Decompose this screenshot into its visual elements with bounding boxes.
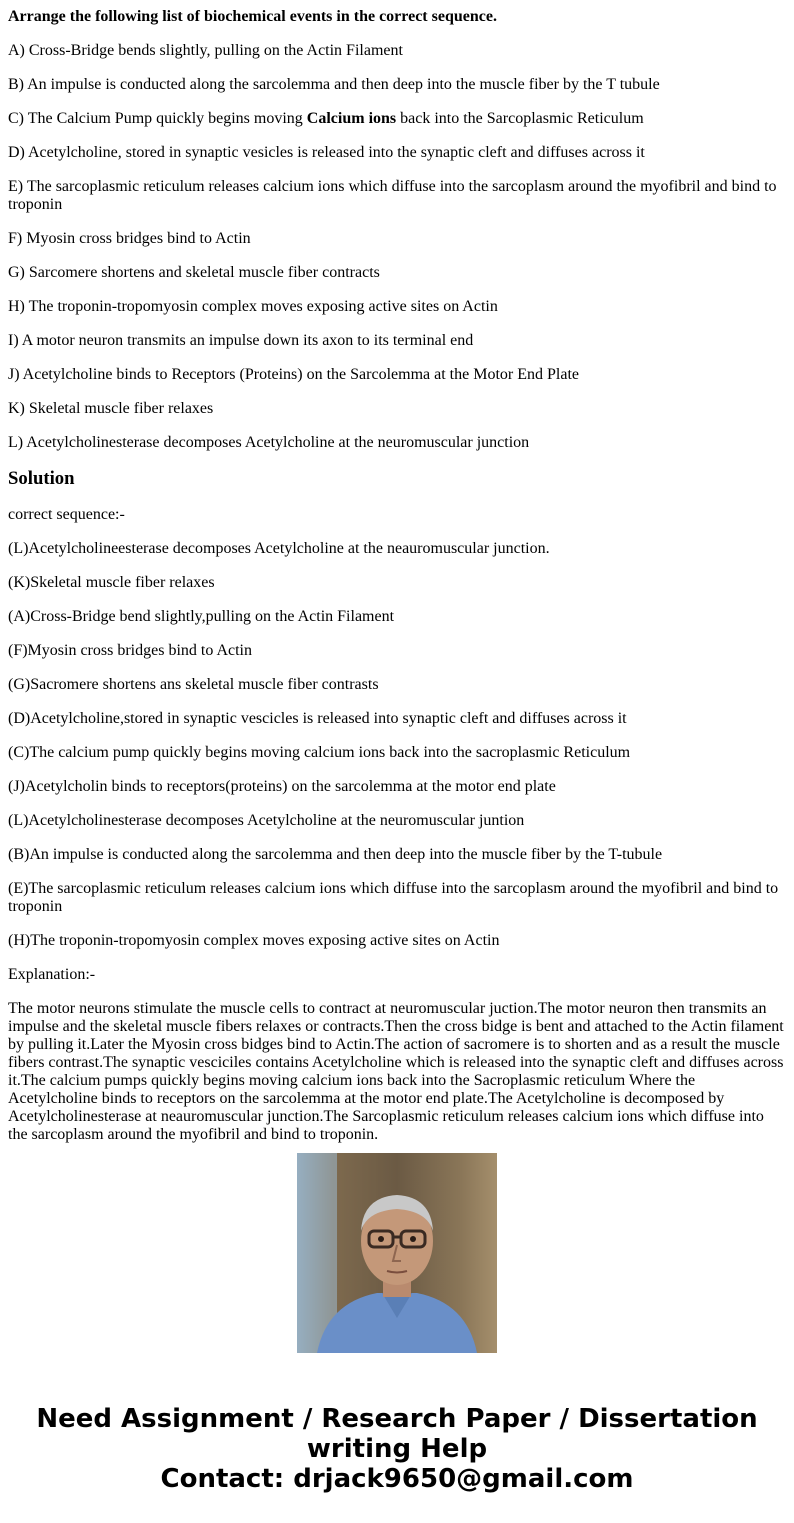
solution-step: (D)Acetylcholine,stored in synaptic vescicles is released into synaptic cleft and diffuses across it — [8, 710, 627, 727]
question-item-text: C) The Calcium Pump quickly begins moving — [8, 110, 307, 127]
solution-heading: Solution — [8, 468, 75, 489]
question-item-text: back into the Sarcoplasmic Reticulum — [396, 110, 644, 127]
question-item: I) A motor neuron transmits an impulse down its axon to its terminal end — [8, 332, 474, 349]
solution-step: (L)Acetylcholinesterase decomposes Acetylcholine at the neuromuscular juntion — [8, 812, 525, 829]
question-item — [8, 110, 786, 128]
promo-banner — [0, 1404, 794, 1494]
solution-step: (G)Sacromere shortens ans skeletal muscle fiber contrasts — [8, 676, 379, 693]
promo-line-2: writing Help — [306, 1434, 488, 1464]
question-item: K) Skeletal muscle fiber relaxes — [8, 400, 214, 417]
solution-list — [8, 540, 786, 950]
solution-step: (E)The sarcoplasmic reticulum releases calcium ions which diffuse into the sarcoplasm around the myofibril and bind to troponin — [8, 880, 779, 915]
question-item: B) An impulse is conducted along the sarcolemma and then deep into the muscle fiber by the T tubule — [8, 76, 660, 93]
solution-intro: correct sequence:- — [8, 506, 125, 523]
question-title: Arrange the following list of biochemical events in the correct sequence. — [8, 8, 497, 25]
promo-contact: Contact: drjack9650@gmail.com — [160, 1464, 634, 1494]
question-item: E) The sarcoplasmic reticulum releases calcium ions which diffuse into the sarcoplasm around the myofibril and bind to troponin — [8, 178, 777, 213]
document-body — [8, 0, 786, 1143]
solution-step: (K)Skeletal muscle fiber relaxes — [8, 574, 215, 591]
question-list — [8, 42, 786, 452]
promo-line-1: Need Assignment / Research Paper / Dissertation — [36, 1404, 758, 1434]
solution-step: (J)Acetylcholin binds to receptors(proteins) on the sarcolemma at the motor end plate — [8, 778, 556, 795]
solution-step: (F)Myosin cross bridges bind to Actin — [8, 642, 252, 659]
question-item: F) Myosin cross bridges bind to Actin — [8, 230, 251, 247]
explanation-label: Explanation:- — [8, 966, 96, 983]
solution-step: (B)An impulse is conducted along the sarcolemma and then deep into the muscle fiber by the T-tubule — [8, 846, 663, 863]
question-item: G) Sarcomere shortens and skeletal muscle fiber contracts — [8, 264, 380, 281]
question-item: A) Cross-Bridge bends slightly, pulling on the Actin Filament — [8, 42, 403, 59]
question-item: J) Acetylcholine binds to Receptors (Proteins) on the Sarcolemma at the Motor End Plate — [8, 366, 579, 383]
solution-step: (H)The troponin-tropomyosin complex moves exposing active sites on Actin — [8, 932, 500, 949]
author-avatar — [297, 1153, 497, 1353]
author-portrait-image — [297, 1153, 497, 1353]
explanation-text: The motor neurons stimulate the muscle cells to contract at neuromuscular juction.The motor neuron then transmits an impulse and the skeletal muscle fibers relaxes or contracts.Then the cross bidge is bent and attached to the Actin filament by pulling it.Later the Myosin cross bidges bind to Actin.The action of sacromere is to shorten and as a result the muscle fibers contrast.The synaptic vesciciles contains Acetylcholine which is released into the synaptic cleft and diffuses across it.The calcium pumps quickly begins moving calcium ions back into the Sacroplasmic reticulum Where the Acetylcholine binds to receptors on the sarcolemma at the motor end plate.The Acetylcholine is decomposed by Acetylcholinesterase at neauromuscular junction.The Sarcoplasmic reticulum releases calcium ions which diffuse into the sarcoplasm around the myofibril and bind to troponin. — [8, 1000, 784, 1143]
solution-step: (A)Cross-Bridge bend slightly,pulling on the Actin Filament — [8, 608, 395, 625]
question-item: L) Acetylcholinesterase decomposes Acetylcholine at the neuromuscular junction — [8, 434, 530, 451]
question-item: H) The troponin-tropomyosin complex moves exposing active sites on Actin — [8, 298, 498, 315]
explanation-container — [8, 1000, 786, 1143]
solution-step: (C)The calcium pump quickly begins moving calcium ions back into the sacroplasmic Reticulum — [8, 744, 631, 761]
question-item: D) Acetylcholine, stored in synaptic vesicles is released into the synaptic cleft and diffuses across it — [8, 144, 645, 161]
solution-step: (L)Acetylcholineesterase decomposes Acetylcholine at the neauromuscular junction. — [8, 540, 550, 557]
question-item-emphasis: Calcium ions — [306, 110, 397, 127]
